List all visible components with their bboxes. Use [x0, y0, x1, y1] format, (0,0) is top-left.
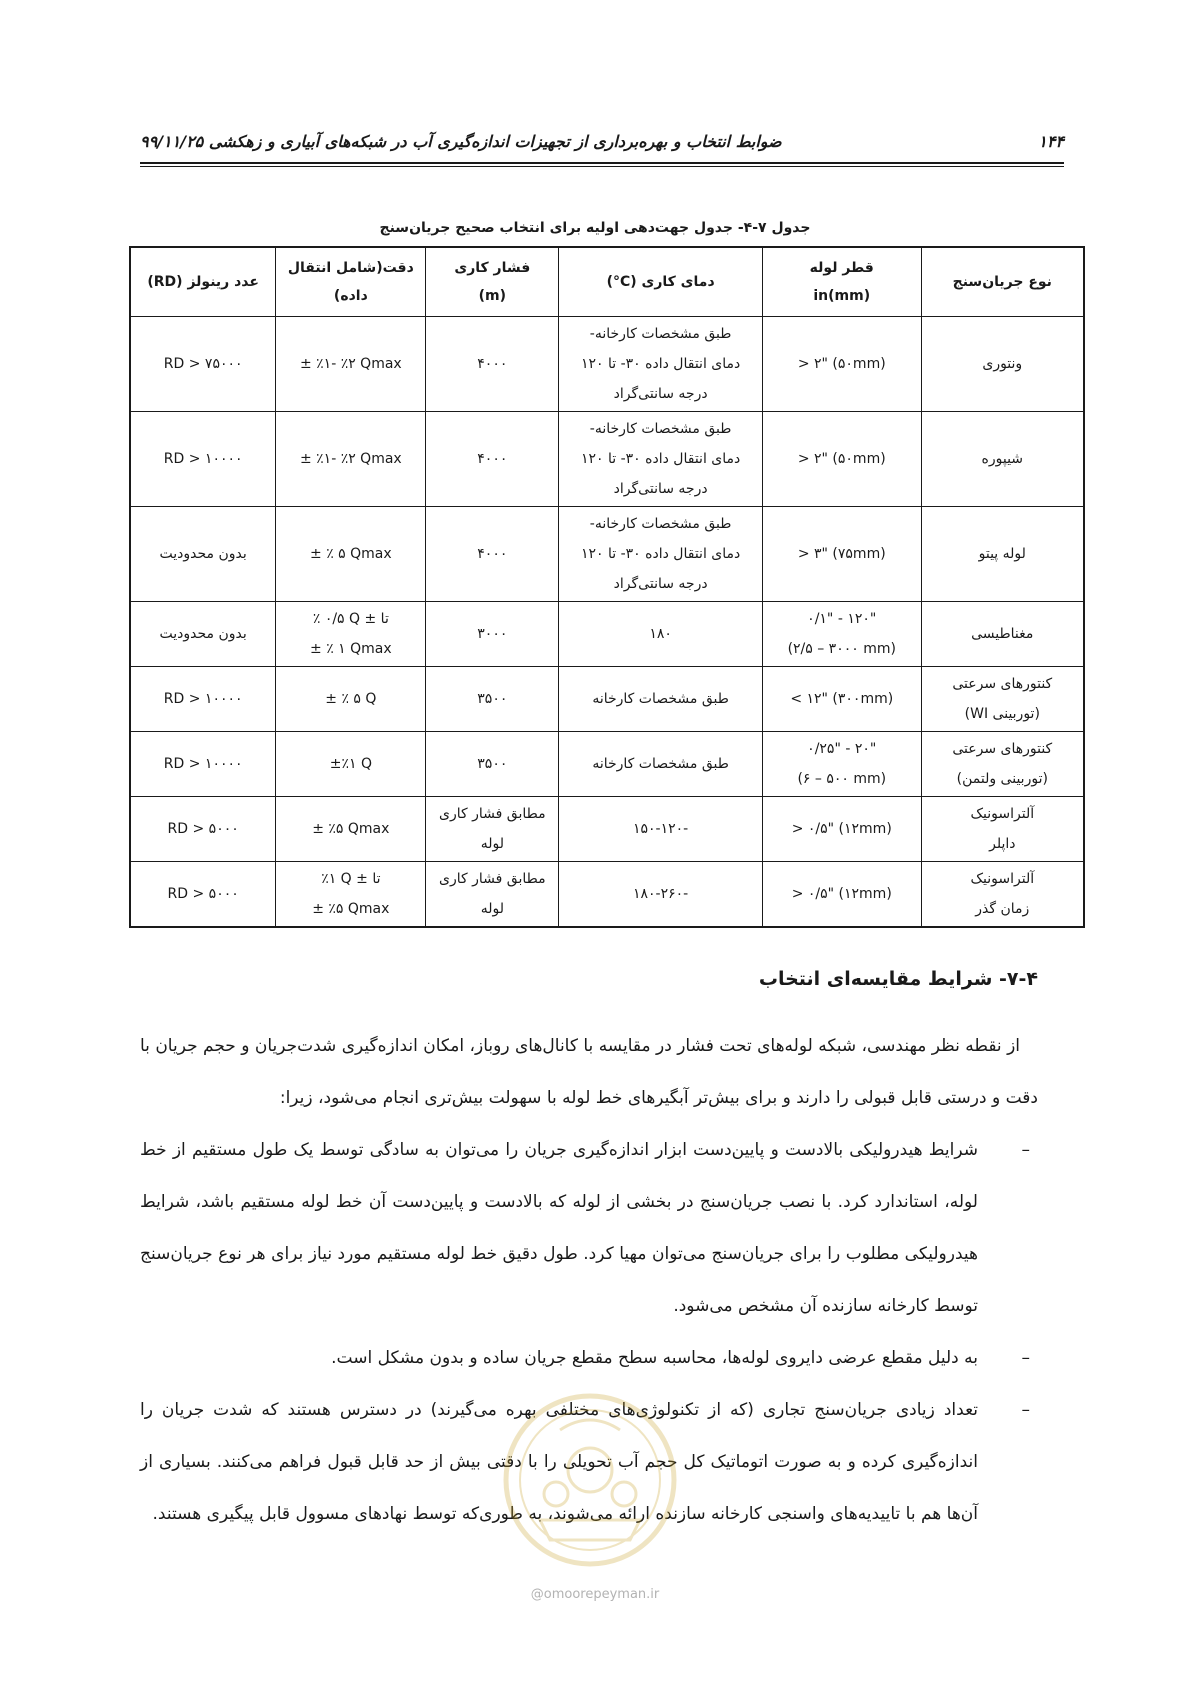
- cell-text: RD > ۵۰۰۰: [167, 821, 239, 837]
- table-row: [130, 507, 1084, 602]
- cell-text: داپلر: [989, 836, 1016, 852]
- cell-text: مطابق فشار کاری: [439, 806, 546, 822]
- cell-text: دمای انتقال داده ۳۰- تا ۱۲۰: [580, 356, 741, 372]
- cell-temperature: [559, 507, 763, 602]
- cell-text: RD > ۵۰۰۰: [167, 886, 239, 902]
- cell-text: (توربینی ولتمن): [956, 771, 1048, 787]
- cell-text: ۴۰۰۰: [477, 356, 508, 372]
- cell-text: دمای انتقال داده ۳۰- تا ۱۲۰: [580, 546, 741, 562]
- cell-text: -۱۸۰-۲۶۰: [632, 886, 689, 902]
- cell-pressure: [426, 732, 559, 797]
- table-row: [130, 317, 1084, 412]
- cell-diameter: [762, 602, 921, 667]
- cell-text: ٪۱ Q ± تا: [321, 871, 381, 887]
- cell-pressure: [426, 412, 559, 507]
- cell-text: طبق مشخصات کارخانه: [592, 691, 729, 707]
- cell-text: ± ٪ ۵ Q: [325, 691, 377, 707]
- cell-reynolds: [130, 667, 276, 732]
- cell-temperature: [559, 412, 763, 507]
- cell-text: > ۲" (۵۰mm): [797, 356, 886, 372]
- cell-text: کنتورهای سرعتی: [952, 676, 1053, 692]
- cell-accuracy: [276, 412, 426, 507]
- cell-text: طبق مشخصات کارخانه: [592, 756, 729, 772]
- table-row: [130, 862, 1084, 928]
- cell-text: لوله پیتو: [978, 546, 1026, 562]
- cell-reynolds: [130, 412, 276, 507]
- cell-accuracy: [276, 862, 426, 928]
- cell-text: ونتوری: [982, 356, 1023, 372]
- cell-text: طبق مشخصات کارخانه-: [589, 516, 732, 532]
- cell-text: طبق مشخصات کارخانه-: [589, 421, 732, 437]
- cell-text: ± ٪ ۵ Qmax: [310, 546, 392, 562]
- header-text: in(mm): [813, 288, 871, 304]
- cell-text: دمای انتقال داده ۳۰- تا ۱۲۰: [580, 451, 741, 467]
- cell-reynolds: [130, 507, 276, 602]
- cell-text: لوله: [480, 901, 504, 917]
- cell-text: زمان گذر: [975, 901, 1030, 917]
- cell-text: RD > ۱۰۰۰۰: [163, 691, 243, 707]
- header-text: قطر لوله: [809, 260, 874, 276]
- cell-diameter: [762, 732, 921, 797]
- cell-text: آلتراسونیک: [970, 871, 1035, 887]
- cell-text: ۳۵۰۰: [477, 756, 508, 772]
- cell-text: ۳۰۰۰: [477, 626, 508, 642]
- cell-text: > ۳" (۷۵mm): [797, 546, 886, 562]
- cell-reynolds: [130, 732, 276, 797]
- cell-text: > ۲" (۵۰mm): [797, 451, 886, 467]
- cell-text: RD > ۱۰۰۰۰: [163, 756, 243, 772]
- cell-diameter: [762, 507, 921, 602]
- cell-temperature: [559, 797, 763, 862]
- cell-reynolds: [130, 602, 276, 667]
- cell-text: ۴۰۰۰: [477, 451, 508, 467]
- watermark-text: @omoorepeyman.ir: [530, 1587, 660, 1602]
- cell-text: مغناطیسی: [971, 626, 1034, 642]
- cell-text: ۰/۲۵" - ۲۰": [807, 741, 877, 757]
- list-item: [140, 1332, 1038, 1384]
- cell-reynolds: [130, 862, 276, 928]
- header-text: عدد رینولز (RD): [147, 274, 259, 290]
- cell-accuracy: [276, 667, 426, 732]
- cell-type: [921, 667, 1084, 732]
- bullet-text: به دلیل مقطع عرضی دایروی لوله‌ها، محاسبه سطح مقطع جریان ساده و بدون مشکل است.: [331, 1348, 978, 1368]
- cell-type: [921, 732, 1084, 797]
- cell-diameter: [762, 412, 921, 507]
- header-text: دقت(شامل انتقال: [287, 260, 414, 276]
- cell-text: (توربینی WI): [964, 706, 1040, 722]
- cell-text: > ۰/۵" (۱۲mm): [791, 886, 892, 902]
- cell-text: < ۱۲" (۳۰۰mm): [790, 691, 894, 707]
- cell-text: ٪ ۰/۵ Q ± تا: [312, 611, 389, 627]
- table-header-row: [130, 247, 1084, 317]
- cell-text: طبق مشخصات کارخانه-: [589, 326, 732, 342]
- header-text: (m): [478, 288, 507, 304]
- cell-temperature: [559, 667, 763, 732]
- cell-text: درجه سانتی‌گراد: [613, 576, 708, 592]
- flowmeter-table: [129, 246, 1085, 928]
- cell-text: درجه سانتی‌گراد: [613, 481, 708, 497]
- header-reynolds: [130, 247, 276, 317]
- cell-text: کنتورهای سرعتی: [952, 741, 1053, 757]
- cell-pressure: [426, 317, 559, 412]
- table-row: [130, 667, 1084, 732]
- header-text: فشار کاری: [454, 260, 531, 276]
- header-text: نوع جریان‌سنج: [952, 274, 1052, 290]
- header-text: داده): [333, 288, 368, 304]
- bullet-dash: –: [1021, 1348, 1030, 1368]
- cell-text: بدون محدودیت: [159, 546, 247, 562]
- cell-type: [921, 602, 1084, 667]
- cell-text: ۴۰۰۰: [477, 546, 508, 562]
- cell-reynolds: [130, 797, 276, 862]
- cell-pressure: [426, 862, 559, 928]
- table-row: [130, 797, 1084, 862]
- cell-diameter: [762, 667, 921, 732]
- cell-type: [921, 797, 1084, 862]
- cell-text: ± ٪۱- ٪۲ Qmax: [299, 451, 402, 467]
- header-type: [921, 247, 1084, 317]
- page-header: [140, 128, 1064, 164]
- cell-reynolds: [130, 317, 276, 412]
- cell-text: RD > ۱۰۰۰۰: [163, 451, 243, 467]
- cell-text: آلتراسونیک: [970, 806, 1035, 822]
- cell-pressure: [426, 602, 559, 667]
- header-pressure: [426, 247, 559, 317]
- cell-pressure: [426, 667, 559, 732]
- cell-text: ۳۵۰۰: [477, 691, 508, 707]
- bullet-text: شرایط هیدرولیکی بالادست و پایین‌دست ابزار اندازه‌گیری جریان را می‌توان به سادگی توسط یک طول مستقیم از خط لوله، استاندارد کرد. با نصب جریان‌سنج در بخشی از لوله که بالادست و پایین‌دست آن خط لوله مستقیم باشد، شرایط هیدرولیکی مطلوب را برای جریان‌سنج می‌توان مهیا کرد. طول دقیق خط لوله مستقیم مورد نیاز برای هر نوع جریان‌سنج توسط کارخانه سازنده آن مشخص می‌شود.: [140, 1140, 978, 1316]
- cell-pressure: [426, 507, 559, 602]
- table-row: [130, 602, 1084, 667]
- table-body: [130, 317, 1084, 928]
- cell-text: (۶ – ۵۰۰ mm): [797, 771, 887, 787]
- cell-text: مطابق فشار کاری: [439, 871, 546, 887]
- cell-text: شیپوره: [981, 451, 1024, 467]
- cell-text: RD > ۷۵۰۰۰: [163, 356, 243, 372]
- cell-diameter: [762, 797, 921, 862]
- cell-type: [921, 317, 1084, 412]
- cell-text: (۲/۵ – ۳۰۰۰ mm): [787, 641, 896, 657]
- running-title: ضوابط انتخاب و بهره‌برداری از تجهیزات اندازه‌گیری آب در شبکه‌های آبیاری و زهکشی ۹۹/۱۱/۲۵: [140, 132, 782, 151]
- cell-temperature: [559, 602, 763, 667]
- intro-paragraph: از نقطه نظر مهندسی، شبکه لوله‌های تحت فشار در مقایسه با کانال‌های روباز، امکان اندازه‌گیری شدت‌جریان و حجم جریان با دقت و درستی قابل قبولی را دارند و برای بیش‌تر آبگیرهای خط لوله با سهولت بیش‌تری انجام می‌شود، زیرا:: [140, 1036, 1038, 1108]
- cell-text: ± ٪ ۱ Qmax: [310, 641, 392, 657]
- cell-type: [921, 507, 1084, 602]
- header-diameter: [762, 247, 921, 317]
- section-heading: ۷-۴- شرایط مقایسه‌ای انتخاب: [758, 968, 1038, 990]
- cell-pressure: [426, 797, 559, 862]
- cell-accuracy: [276, 317, 426, 412]
- cell-text: ± ٪۱- ٪۲ Qmax: [299, 356, 402, 372]
- cell-text: ± ٪۵ Qmax: [312, 821, 390, 837]
- bullet-dash: –: [1021, 1140, 1030, 1160]
- list-item: [140, 1124, 1038, 1332]
- cell-diameter: [762, 317, 921, 412]
- table-caption: جدول ۷-۴- جدول جهت‌دهی اولیه برای انتخاب صحیح جریان‌سنج: [379, 220, 811, 236]
- header-rule: [140, 162, 1064, 167]
- cell-text: ۰/۱" - ۱۲۰": [807, 611, 877, 627]
- watermark-seal-icon: [500, 1390, 680, 1570]
- cell-accuracy: [276, 507, 426, 602]
- cell-text: لوله: [480, 836, 504, 852]
- cell-text: درجه سانتی‌گراد: [613, 386, 708, 402]
- cell-diameter: [762, 862, 921, 928]
- bullet-dash: –: [1021, 1400, 1030, 1420]
- cell-accuracy: [276, 602, 426, 667]
- cell-temperature: [559, 317, 763, 412]
- cell-accuracy: [276, 732, 426, 797]
- table-row: [130, 732, 1084, 797]
- cell-temperature: [559, 862, 763, 928]
- bullet-text: تعداد زیادی جریان‌سنج تجاری (که از تکنولوژی‌های مختلفی بهره می‌گیرند) در دسترس هستند که شدت جریان را اندازه‌گیری کرده و به صورت اتوماتیک کل حجم آب تحویلی را با دقتی بیش از حد قابل قبول فراهم می‌کنند. بسیاری از آن‌ها هم با تاییدیه‌های واسنجی کارخانه سازنده ارائه می‌شوند، به طوری‌که توسط نهادهای مسوول قابل پیگیری هستند.: [140, 1400, 978, 1524]
- cell-type: [921, 412, 1084, 507]
- header-text: دمای کاری (C°): [606, 274, 715, 290]
- cell-text: > ۰/۵" (۱۲mm): [791, 821, 892, 837]
- cell-text: -۱۵۰-۱۲۰: [632, 821, 689, 837]
- header-accuracy: [276, 247, 426, 317]
- cell-text: ± ٪۵ Qmax: [312, 901, 390, 917]
- cell-temperature: [559, 732, 763, 797]
- page-number: ۱۴۴: [1038, 132, 1064, 151]
- cell-text: بدون محدودیت: [159, 626, 247, 642]
- cell-text: ±٪۱ Q: [329, 756, 372, 772]
- table-row: [130, 412, 1084, 507]
- cell-accuracy: [276, 797, 426, 862]
- header-temperature: [559, 247, 763, 317]
- cell-text: ۱۸۰: [649, 626, 672, 642]
- cell-type: [921, 862, 1084, 928]
